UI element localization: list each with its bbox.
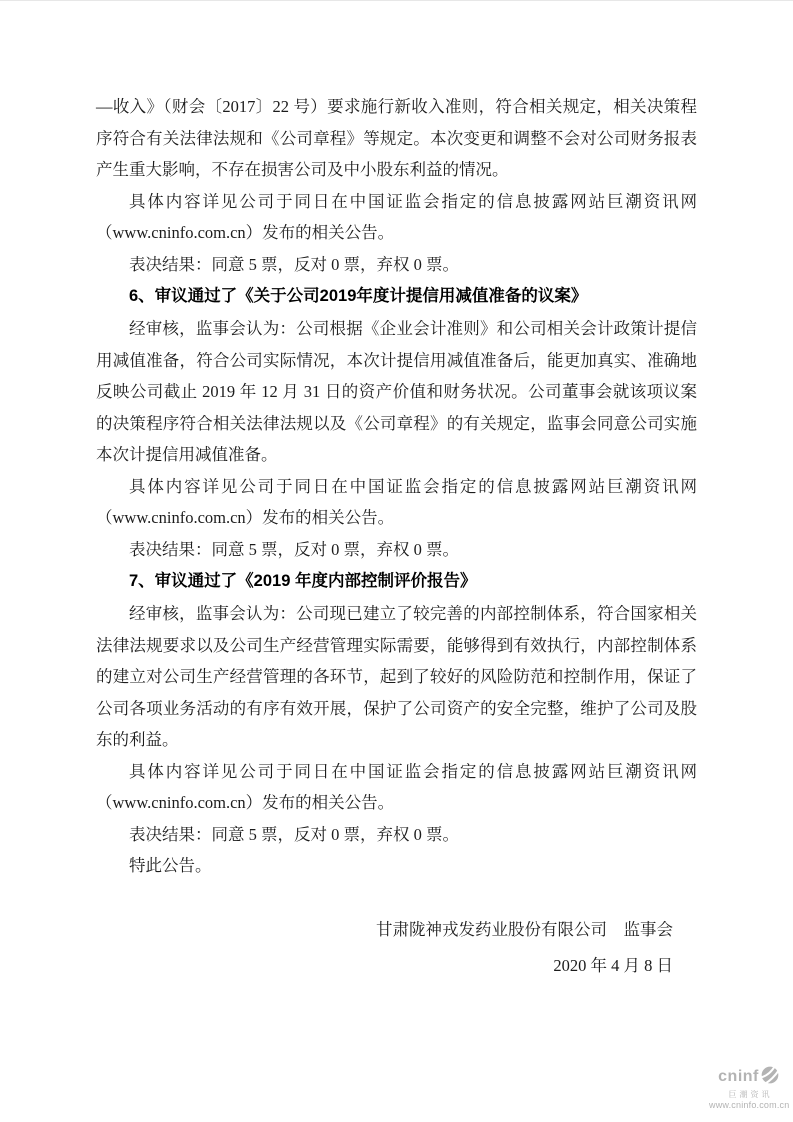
vote-result-line: 表决结果：同意 5 票，反对 0 票，弃权 0 票。 bbox=[129, 539, 459, 559]
cninfo-name: 巨潮资讯 bbox=[728, 1090, 773, 1099]
vote-result-line: 表决结果：同意 5 票，反对 0 票，弃权 0 票。 bbox=[129, 824, 459, 844]
paragraph-continuation: —收入》（财会〔2017〕22 号）要求施行新收入准则，符合相关规定，相关决策程序符合有关法律法规和《公司章程》等规定。本次变更和调整不会对公司财务报表产生重大影响，不存在损害公司及中小股东利益的情况。 bbox=[96, 97, 697, 179]
section-6-heading: 6、审议通过了《关于公司2019年度计提信用减值准备的议案》 bbox=[129, 287, 588, 305]
disclosure-paragraph: 具体内容详见公司于同日在中国证监会指定的信息披露网站巨潮资讯网（www.cninfo.com.cn）发布的相关公告。 bbox=[96, 761, 697, 812]
signature-block bbox=[96, 912, 697, 984]
cninfo-swirl-icon bbox=[760, 1065, 780, 1089]
review-opinion-paragraph: 经审核，监事会认为：公司现已建立了较完善的内部控制体系，符合国家相关法律法规要求以及公司生产经营管理实际需要，能够得到有效执行，内部控制体系的建立对公司生产经营管理的各环节，起到了较好的风险防范和控制作用，保证了公司各项业务活动的有序有效开展，保护了公司资产的安全完整，维护了公司及股东的利益。 bbox=[96, 604, 697, 749]
disclosure-paragraph: 具体内容详见公司于同日在中国证监会指定的信息披露网站巨潮资讯网（www.cninfo.com.cn）发布的相关公告。 bbox=[96, 191, 697, 242]
section-7-heading: 7、审议通过了《2019 年度内部控制评价报告》 bbox=[129, 572, 477, 590]
review-opinion-paragraph: 经审核，监事会认为：公司根据《企业会计准则》和公司相关会计政策计提信用减值准备，符合公司实际情况，本次计提信用减值准备后，能更加真实、准确地反映公司截止 2019 年 12 月 31 日的资产价值和财务状况。公司董事会就该项议案的决策程序符合相关法律法规以及《公司章程》的有关规定，监事会同意公司实施本次计提信用减值准备。 bbox=[96, 319, 697, 464]
cninfo-url: www.cninfo.com.cn bbox=[709, 1100, 790, 1110]
document-page bbox=[96, 91, 697, 984]
signature-date: 2020 年 4 月 8 日 bbox=[553, 955, 673, 975]
signature-company: 甘肃陇神戎发药业股份有限公司 监事会 bbox=[376, 919, 673, 939]
cninfo-wordmark-row bbox=[709, 1065, 789, 1089]
page-top-edge bbox=[0, 0, 793, 1]
cninfo-logo bbox=[709, 1065, 789, 1110]
cninfo-wordmark: cninf bbox=[718, 1068, 759, 1085]
disclosure-paragraph: 具体内容详见公司于同日在中国证监会指定的信息披露网站巨潮资讯网（www.cninfo.com.cn）发布的相关公告。 bbox=[96, 476, 697, 527]
vote-result-line: 表决结果：同意 5 票，反对 0 票，弃权 0 票。 bbox=[129, 254, 459, 274]
closing-line: 特此公告。 bbox=[129, 856, 212, 875]
